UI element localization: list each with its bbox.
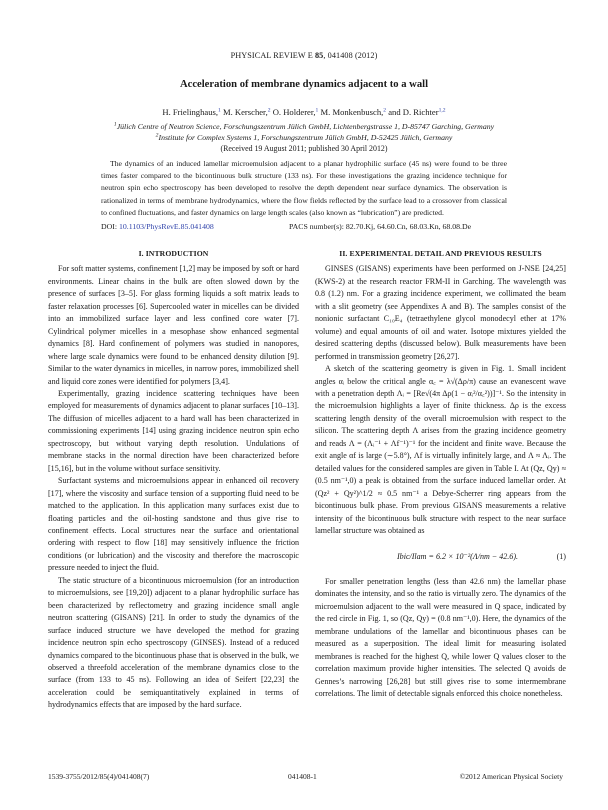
- author: O. Holderer,$^1$: [272, 107, 319, 117]
- section-heading-experimental: II. EXPERIMENTAL DETAIL AND PREVIOUS RESULTS: [339, 249, 542, 258]
- affiliation-link[interactable]: 1,2: [438, 107, 446, 114]
- doi-label: DOI:: [101, 222, 118, 231]
- abstract: The dynamics of an induced lamellar microemulsion adjacent to a planar hydrophilic surface (45 ns) were found to be three times faster compared to the bicontinuous bulk structure (133 ns). For these investigations the grazing incidence technique for neutron spin echo spectroscopy has been developed to resolve the depth dependent near surface dynamics. The observation is rationalized in terms of membrane hydrodynamics, where the flow fields reflected by the surface lead to a crossover from classical to confined fluctuations, and faster dynamics on large length scales (also known as “lubrication”) are predicted.: [101, 159, 507, 217]
- equation-number: (1): [556, 552, 566, 562]
- author: M. Kerscher,$^2$: [222, 107, 271, 117]
- affiliation-1: $^1$Jülich Centre of Neutron Science, Forschungszentrum Jülich GmbH, Lichtenbergstrasse 1, D-85747 Garching, Germany: [113, 121, 495, 131]
- affiliation-2: $^2$Institute for Complex Systems 1, Forschungszentrum Jülich GmbH, D-52425 Jülich, Germany: [155, 132, 453, 142]
- paragraph: A sketch of the scattering geometry is given in Fig. 1. Small incident angles αᵢ below the critical angle α꜀ = λ√(Δρ/π) cause an evanescent wave with a penetration depth Λᵢ = [Re√(4π Δρ(1 − αᵢ²/α꜀²))]⁻¹. So the intensity in the microemulsion highlights a layer of finite thickness. Δρ is the excess scattering length density of the overall microemulsion with respect to the silicon. The scattering depth Λ arises from the grazing incidence geometry and reads Λ = (Λᵢ⁻¹ + Λf⁻¹)⁻¹ for the incident and finite wave. Because the exit angle αf is large (∼5.8°), Λf is virtually infinitely large, and Λ ≈ Λᵢ. The detailed values for the considered samples are given in Table I. At (Qz, Qy) ≈ (0.5 nm⁻¹,0) a peak is obtained from the surface induced lamellar order. At (Qz² + Qy²)^1/2 ≈ 0.5 nm⁻¹ a Debye-Scherrer ring appears from the bicontinuous bulk phase. From previous GISANS measurements a relative intensity of the bicontinuous bulk structure with respect to the near surface lamellar structure was obtained as: [315, 364, 566, 535]
- paragraph: For soft matter systems, confinement [1,2] may be imposed by soft or hard environments. Linear chains in the bulk are often slowed down by the presence of surfaces [3–5]. For glass forming liquids a soft matrix leads to faster relaxation processes [6]. Supercooled water in micelles can be divided into an immobilized surface layer and less confined core water [7]. Cylindrical polymer micelles in a mesophase show enhanced segmental dynamics [8]. Hard confinement of polymers was studied in nanopores, where large scale dynamics were found to be enhanced density dilution [9]. Similar to the water dynamics in micelles, in narrow pores, immobilized shell and liquid core zones were identified for polymers [3,4].: [48, 264, 299, 386]
- affiliation-link[interactable]: 1: [218, 107, 221, 114]
- paragraph: GINSES (GISANS) experiments have been performed on J-NSE [24,25] (KWS-2) at the research reactor FRM-II in Garching. The wavelength was 0.8 (1.2) nm. For a grazing incidence experiment, we collimated the beam with a slit geometry (see Appendixes A and B). The samples consist of the nonionic surfactant C₁₀E₄ (tetraethylene glycol monodecyl ether at 17% volume) and equal amounts of oil and water. Isotope mixtures yielded the desired scattering depths (discussed below). Bulk measurements have been performed in transmission geometry [26,27].: [315, 264, 566, 361]
- received-date: (Received 19 August 2011; published 30 April 2012): [220, 144, 388, 153]
- footer-issn: 1539-3755/2012/85(4)/041408(7): [48, 772, 150, 781]
- author-list: [0, 107, 608, 117]
- author: H. Frielinghaus,$^1$: [162, 107, 221, 117]
- paragraph: The static structure of a bicontinuous microemulsion (for an introduction to microemulsions, see [19,20]) adjacent to a planar hydrophilic surface has been characterized by reflectometry and grazing incidence small angle neutron scattering (GISANS) [21]. In order to study the dynamics of the surface induced structure we have developed the method for grazing incidence neutron spin echo spectroscopy (GINSES). Instead of a reduced dynamics compared to the bicontinuous phase that is observed in the bulk, we observed a threefold acceleration of the membrane dynamics close to the surface (from 133 to 45 ns). Following an idea of Seifert [22,23] the acceleration could be semiquantitatively explained in terms of hydrodynamics effects that are imposed by the hard surface.: [48, 575, 299, 710]
- doi-pacs-line: [101, 222, 507, 231]
- copyright: ©2012 American Physical Society: [459, 772, 563, 781]
- author: and D. Richter$^{1,2}$: [388, 107, 446, 117]
- doi-link[interactable]: 10.1103/PhysRevE.85.041408: [118, 222, 214, 231]
- paragraph: For smaller penetration lengths (less than 42.6 nm) the lamellar phase dominates the intensity, and so the ratio is virtually zero. The dynamics of the microemulsion adjacent to the wall were measured in Q space, indicated by the red circle in Fig. 1, so (Qz, Qy) = (0.8 nm⁻¹,0). Here, the dynamics of the membrane undulations of the lamellar and bicontinuous phases can be measured as a superposition. The ideal limit for measuring isolated membranes is reached for the highest Q, while lower Q values closer to the correlation maximum provide higher intensities. The selected Q avoids de Gennes’s narrowing [26,28] but still gives rise to some intermembrane correlations. The limit of detectable signals enforced this choice nonetheless.: [315, 576, 566, 698]
- affiliation-link[interactable]: 1: [315, 107, 319, 114]
- affiliation-link[interactable]: 2: [267, 107, 271, 114]
- affiliation-link[interactable]: 2: [383, 107, 387, 114]
- equation-body: Ibic/Ilam = 6.2 × 10⁻²(Λ/nm − 42.6).: [397, 552, 519, 562]
- left-column: [48, 248, 299, 712]
- author: M. Monkenbusch,$^2$: [320, 107, 387, 117]
- article-info: , 041408 (2012): [323, 51, 378, 60]
- paper-title: Acceleration of membrane dynamics adjacent to a wall: [179, 79, 429, 90]
- equation-1: [315, 551, 566, 563]
- section-heading-introduction: I. INTRODUCTION: [138, 249, 209, 258]
- journal-name: PHYSICAL REVIEW E: [230, 51, 313, 60]
- paragraph: Experimentally, grazing incidence scattering techniques have been employed for measurements of dynamics adjacent to planar surfaces [10–13]. The diffusion of micelles adjacent to a hard wall has been characterized in commissioning experiments [14] using grazing incidence neutron spin echo spectroscopy, but without varying depth resolution. Undulations of membrane stacks in the normal direction have been characterized before [15,16], but in the volume without surface sensitivity.: [48, 388, 299, 473]
- volume-number: 85: [314, 51, 324, 60]
- pacs-numbers: PACS number(s): 82.70.Kj, 64.60.Cn, 68.03.Kn, 68.08.De: [289, 222, 472, 231]
- page-number: 041408-1: [288, 772, 317, 781]
- running-head: [0, 51, 608, 60]
- page-footer: [48, 772, 563, 781]
- paragraph: Surfactant systems and microemulsions appear in enhanced oil recovery [17], where the viscosity and surface tension of a supporting fluid need to be matched to the application. In this application many surfaces exist due to floating particles and the oil-hosting sandstone and thus give rise to confinement effects. Local structures near the surface and orientational ordering with respect to flow [18] may sensitively influence the friction conditions (or lubrication) and the viscosity and therefore the macroscopic pressure needed to inject the fluid.: [48, 476, 299, 573]
- right-column: [315, 248, 566, 700]
